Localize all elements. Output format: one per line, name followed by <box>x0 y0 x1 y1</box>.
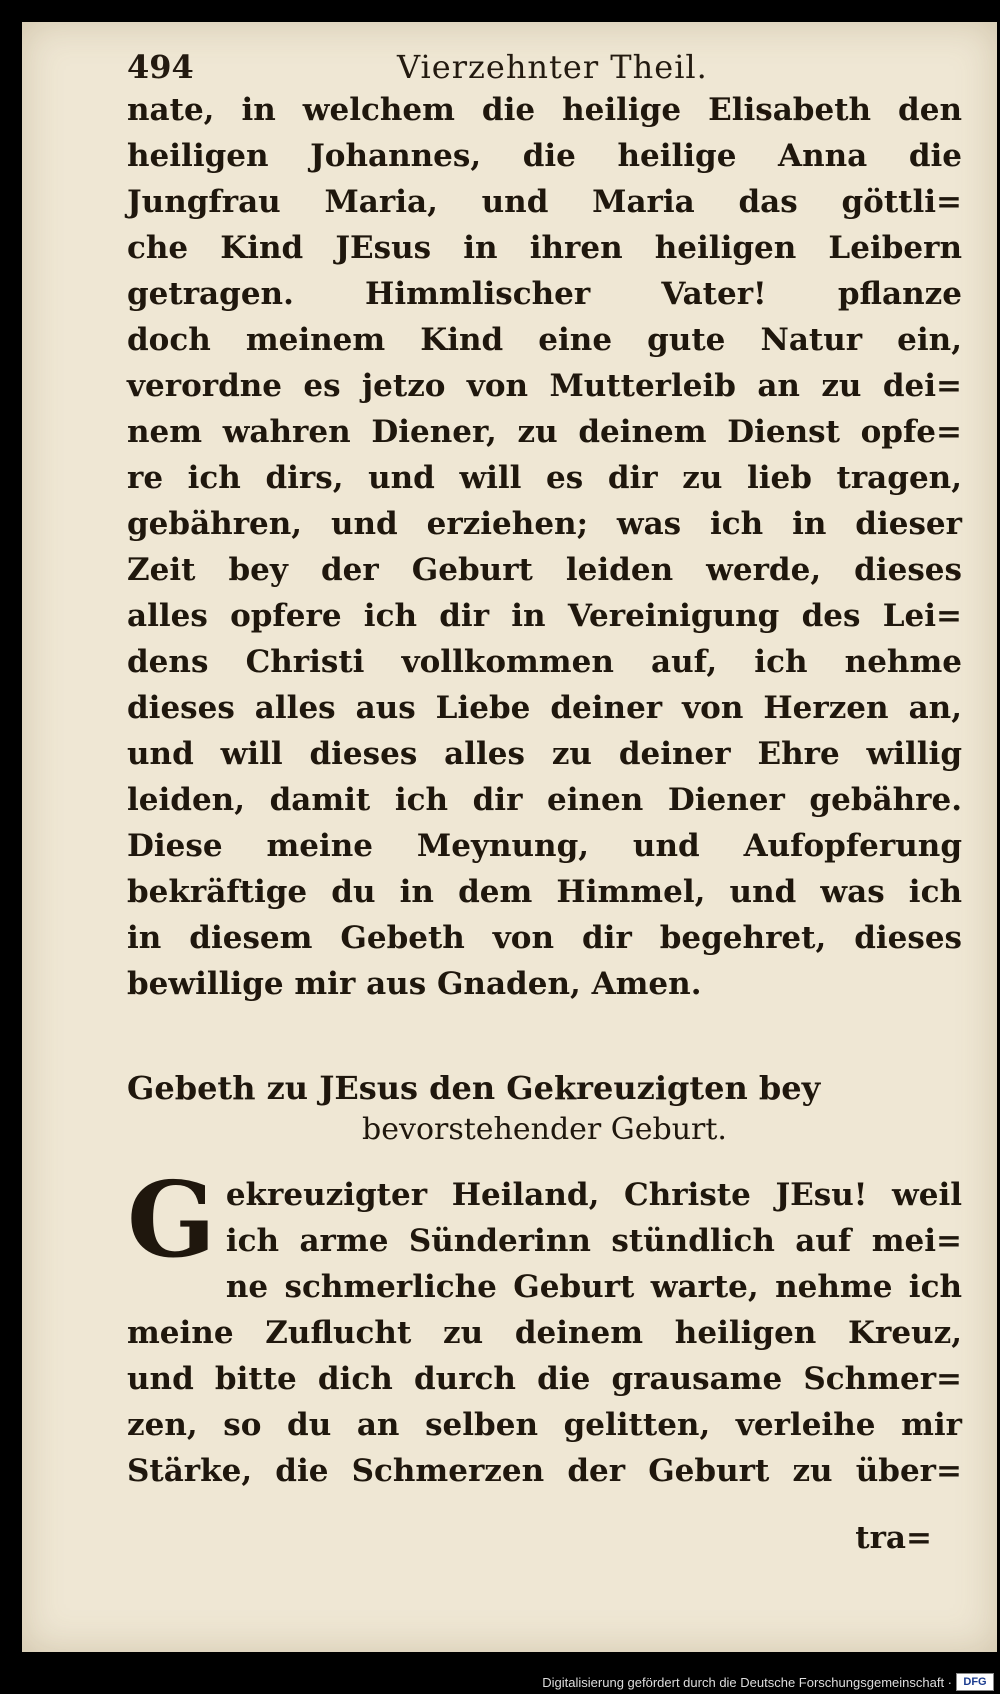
text-line: zen, so du an selben gelitten, verleihe mir <box>127 1407 962 1443</box>
page-number: 494 <box>127 48 194 86</box>
book-page <box>22 22 997 1652</box>
text-line: doch meinem Kind eine gute Natur ein, <box>127 322 962 358</box>
text-line: und bitte dich durch die grausame Schmer= <box>127 1361 962 1397</box>
dfg-logo: DFG <box>956 1673 994 1691</box>
text-line: meine Zuflucht zu deinem heiligen Kreuz, <box>127 1315 962 1351</box>
text-line: ne schmerliche Geburt warte, nehme ich <box>225 1269 962 1305</box>
running-title: Vierzehnter Theil. <box>397 48 708 86</box>
heading-line-1: Gebeth zu JEsus den Gekreuzigten bey <box>127 1069 821 1107</box>
text-line: ekreuzigter Heiland, Christe JEsu! weil <box>225 1177 962 1213</box>
text-line: Diese meine Meynung, und Aufopferung <box>127 828 962 864</box>
paragraph-2 <box>127 1158 962 1494</box>
text-line: dieses alles aus Liebe deiner von Herzen an, <box>127 690 962 726</box>
text-line: dens Christi vollkommen auf, ich nehme <box>127 644 962 680</box>
page-header <box>127 40 927 90</box>
text-line: nem wahren Diener, zu deinem Dienst opfe= <box>127 414 962 450</box>
paragraph-1 <box>127 87 962 1007</box>
drop-cap: G <box>127 1158 216 1281</box>
text-line: bewillige mir aus Gnaden, Amen. <box>127 966 702 1002</box>
catchword: tra= <box>855 1520 932 1556</box>
text-line: Jungfrau Maria, und Maria das göttli= <box>127 184 962 220</box>
text-line: in diesem Gebeth von dir begehret, dieses <box>127 920 962 956</box>
text-line: gebähren, und erziehen; was ich in dieser <box>127 506 962 542</box>
digitization-credit: Digitalisierung gefördert durch die Deutsche Forschungsgemeinschaft · <box>542 1675 952 1690</box>
text-line: ich arme Sünderinn stündlich auf mei= <box>225 1223 962 1259</box>
text-line: und will dieses alles zu deiner Ehre willig <box>127 736 962 772</box>
text-line: che Kind JEsus in ihren heiligen Leibern <box>127 230 962 266</box>
text-line: leiden, damit ich dir einen Diener gebähre. <box>127 782 962 818</box>
heading-line-2: bevorstehender Geburt. <box>362 1112 727 1147</box>
text-line: verordne es jetzo von Mutterleib an zu dei= <box>127 368 962 404</box>
text-line: re ich dirs, und will es dir zu lieb tragen, <box>127 460 962 496</box>
text-line: Stärke, die Schmerzen der Geburt zu über= <box>127 1453 962 1489</box>
text-line: heiligen Johannes, die heilige Anna die <box>127 138 962 174</box>
text-line: getragen. Himmlischer Vater! pflanze <box>127 276 962 312</box>
text-line: bekräftige du in dem Himmel, und was ich <box>127 874 962 910</box>
text-line: alles opfere ich dir in Vereinigung des Lei= <box>127 598 962 634</box>
text-line: nate, in welchem die heilige Elisabeth den <box>127 92 962 128</box>
section-heading <box>127 1067 962 1151</box>
text-line: Zeit bey der Geburt leiden werde, dieses <box>127 552 962 588</box>
